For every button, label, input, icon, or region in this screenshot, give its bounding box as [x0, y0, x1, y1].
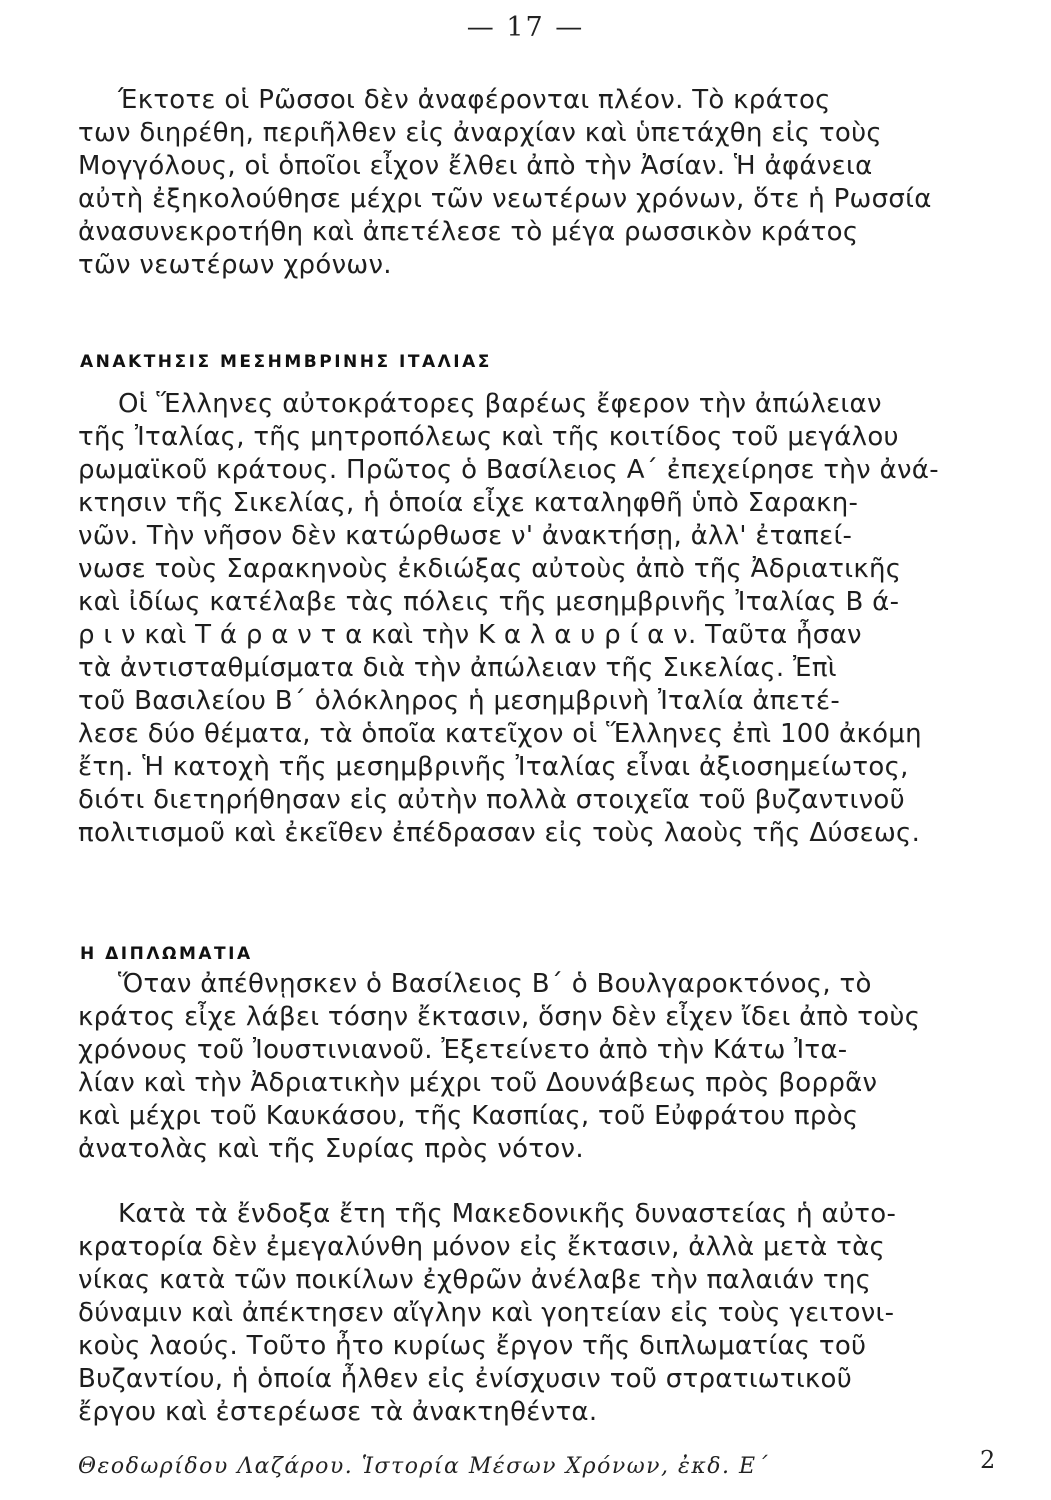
text-line: Μογγόλους, οἱ ὁποῖοι εἶχον ἔλθει ἀπὸ τὴν Ἀσίαν. Ἡ ἀφάνεια	[78, 151, 873, 181]
text-line: κρατορία δὲν ἐμεγαλύνθη μόνον εἰς ἔκτασιν, ἀλλὰ μετὰ τὰς	[78, 1232, 886, 1262]
diplomacy-paragraph-1	[78, 968, 998, 1166]
italy-paragraph	[78, 388, 998, 850]
text-line: τὰ ἀντισταθμίσματα διὰ τὴν ἀπώλειαν τῆς Σικελίας. Ἐπὶ	[78, 653, 837, 683]
text-line: ἀνασυνεκροτήθη καὶ ἀπετέλεσε τὸ μέγα ρωσσικὸν κράτος	[78, 217, 859, 247]
page-number: — 17 —	[466, 12, 585, 43]
text-line: κράτος εἶχε λάβει τόσην ἔκτασιν, ὅσην δὲν εἶχεν ἴδει ἀπὸ τοὺς	[78, 1002, 921, 1032]
sheet-signature-mark: 2	[980, 1446, 996, 1474]
text-line: νῶν. Τὴν νῆσον δὲν κατώρθωσε ν' ἀνακτήσῃ, ἀλλ' ἐταπεί-	[78, 521, 853, 551]
text-line: ἀνατολὰς καὶ τῆς Συρίας πρὸς νότον.	[78, 1134, 584, 1164]
text-line: ἔτη. Ἡ κατοχὴ τῆς μεσημβρινῆς Ἰταλίας εἶναι ἀξιοσημείωτος,	[78, 752, 909, 782]
text-line: νίκας κατὰ τῶν ποικίλων ἐχθρῶν ἀνέλαβε τὴν παλαιάν της	[78, 1265, 872, 1295]
text-line: αὐτὴ ἐξηκολούθησε μέχρι τῶν νεωτέρων χρόνων, ὅτε ἡ Ρωσσία	[78, 184, 932, 214]
text-line: νωσε τοὺς Σαρακηνοὺς ἐκδιώξας αὐτοὺς ἀπὸ τῆς Ἀδριατικῆς	[78, 554, 902, 584]
text-line: ρωμαϊκοῦ κράτους. Πρῶτος ὁ Βασίλειος Α΄ ἐπεχείρησε τὴν ἀνά-	[78, 455, 939, 485]
text-line: πολιτισμοῦ καὶ ἐκεῖθεν ἐπέδρασαν εἰς τοὺς λαοὺς τῆς Δύσεως.	[78, 818, 921, 848]
section-heading-italy: ΑΝΑΚΤΗΣΙΣ ΜΕΣΗΜΒΡΙΝΗΣ ΙΤΑΛΙΑΣ	[80, 352, 492, 372]
text-line: ἔργου καὶ ἐστερέωσε τὰ ἀνακτηθέντα.	[78, 1397, 598, 1427]
text-line: κοὺς λαούς. Τοῦτο ἦτο κυρίως ἔργον τῆς διπλωματίας τοῦ	[78, 1331, 867, 1361]
text-line: ρ ι ν καὶ Τ ά ρ α ν τ α καὶ τὴν Κ α λ α υ ρ ί α ν. Ταῦτα ἦσαν	[78, 620, 862, 650]
text-line: λεσε δύο θέματα, τὰ ὁποῖα κατεῖχον οἱ Ἕλληνες ἐπὶ 100 ἀκόμη	[78, 719, 922, 749]
text-line: κτησιν τῆς Σικελίας, ἡ ὁποία εἶχε καταληφθῆ ὑπὸ Σαρακη-	[78, 488, 859, 518]
text-line: τῶν νεωτέρων χρόνων.	[78, 250, 392, 280]
text-line: διότι διετηρήθησαν εἰς αὐτὴν πολλὰ στοιχεῖα τοῦ βυζαντινοῦ	[78, 785, 905, 815]
text-line: των διηρέθη, περιῆλθεν εἰς ἀναρχίαν καὶ ὑπετάχθη εἰς τοὺς	[78, 118, 882, 148]
text-line: Έκτοτε οἱ Ρῶσσοι δὲν ἀναφέρονται πλέον. Τὸ κράτος	[118, 85, 831, 115]
text-line: χρόνους τοῦ Ἰουστινιανοῦ. Ἐξετείνετο ἀπὸ τὴν Κάτω Ἰτα-	[78, 1035, 848, 1065]
intro-paragraph	[78, 84, 998, 282]
diplomacy-paragraph-2	[78, 1198, 998, 1429]
section-heading-diplomacy: Η ΔΙΠΛΩΜΑΤΙΑ	[80, 944, 253, 964]
text-line: Κατὰ τὰ ἔνδοξα ἔτη τῆς Μακεδονικῆς δυναστείας ἡ αὐτο-	[118, 1199, 897, 1229]
text-line: λίαν καὶ τὴν Ἀδριατικὴν μέχρι τοῦ Δουνάβεως πρὸς βορρᾶν	[78, 1068, 878, 1098]
footer-source-citation: Θεοδωρίδου Λαζάρου. Ἱστορία Μέσων Χρόνων, ἐκδ. Ε΄	[78, 1454, 770, 1479]
text-line: Ὅταν ἀπέθνῃσκεν ὁ Βασίλειος Β΄ ὁ Βουλγαροκτόνος, τὸ	[118, 969, 872, 999]
text-line: τῆς Ἰταλίας, τῆς μητροπόλεως καὶ τῆς κοιτίδος τοῦ μεγάλου	[78, 422, 899, 452]
text-line: Βυζαντίου, ἡ ὁποία ἦλθεν εἰς ἐνίσχυσιν τοῦ στρατιωτικοῦ	[78, 1364, 853, 1394]
text-line: Οἱ Ἕλληνες αὐτοκράτορες βαρέως ἔφερον τὴν ἀπώλειαν	[118, 389, 882, 419]
text-line: δύναμιν καὶ ἀπέκτησεν αἴγλην καὶ γοητείαν εἰς τοὺς γειτονι-	[78, 1298, 895, 1328]
text-line: τοῦ Βασιλείου Β΄ ὁλόκληρος ἡ μεσημβρινὴ Ἰταλία ἀπετέ-	[78, 686, 841, 716]
text-line: καὶ μέχρι τοῦ Καυκάσου, τῆς Κασπίας, τοῦ Εὐφράτου πρὸς	[78, 1101, 859, 1131]
text-line: καὶ ἰδίως κατέλαβε τὰς πόλεις τῆς μεσημβρινῆς Ἰταλίας Β ά-	[78, 587, 900, 617]
